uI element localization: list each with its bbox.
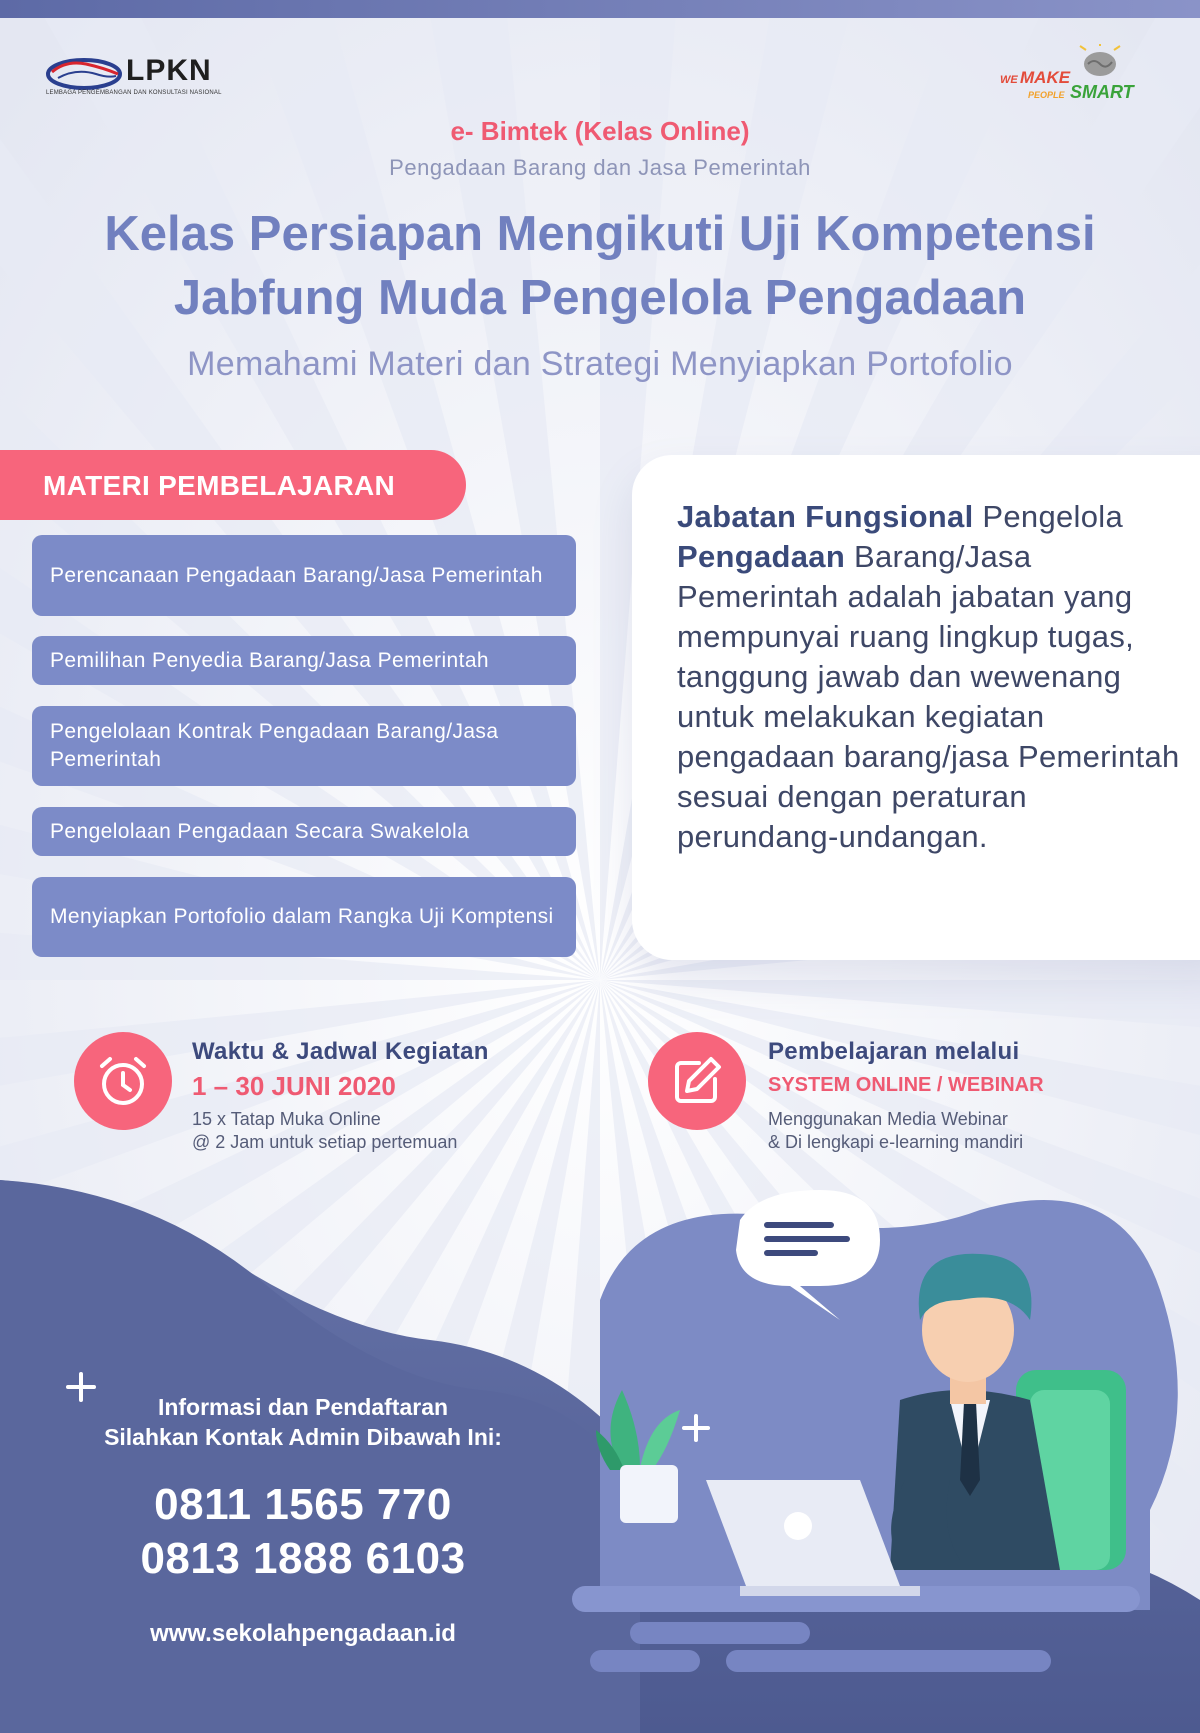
globe-icon: [46, 52, 124, 92]
contact-line-2: Silahkan Kontak Admin Dibawah Ini:: [104, 1424, 502, 1450]
wms-make-text: MAKE: [1020, 68, 1071, 87]
top-bar: [0, 0, 1200, 18]
learning-title: Pembelajaran melalui: [768, 1038, 1020, 1065]
schedule-icon-circle: [74, 1032, 172, 1130]
materi-item-4: Pengelolaan Pengadaan Secara Swakelola: [32, 807, 576, 856]
materi-heading: MATERI PEMBELAJARAN: [43, 470, 396, 501]
lpkn-logo: [46, 52, 222, 104]
edit-icon: [669, 1053, 725, 1109]
materi-heading-tab: [0, 450, 466, 520]
contact-info: [68, 1392, 538, 1452]
description-bold-1: Jabatan Fungsional: [677, 499, 974, 534]
wms-we-text: WE: [1000, 74, 1018, 86]
learning-line-2: & Di lengkapi e-learning mandiri: [768, 1132, 1024, 1152]
schedule-date: 1 – 30 JUNI 2020: [192, 1071, 396, 1101]
lpkn-logo-text: LPKN: [126, 54, 212, 87]
description-text: [677, 497, 1187, 857]
page-title: [0, 202, 1200, 330]
materi-item-2: Pemilihan Penyedia Barang/Jasa Pemerintah: [32, 636, 576, 685]
lpkn-logo-subtitle: LEMBAGA PENGEMBANGAN DAN KONSULTASI NASIONAL: [46, 90, 222, 96]
desk-line-3: [726, 1650, 1051, 1672]
alarm-clock-icon: [94, 1052, 152, 1110]
wms-people-text: PEOPLE: [1028, 90, 1065, 100]
description-text-2: Barang/Jasa Pemerintah adalah jabatan yang mempunyai ruang lingkup tugas, tanggung jawab dan wewenang untuk melakukan kegiatan pengadaan barang/jasa Pemerintah sesuai dengan peraturan perundang-undangan.: [677, 539, 1180, 854]
materi-item-1: Perencanaan Pengadaan Barang/Jasa Pemerintah: [32, 535, 576, 616]
description-card: [632, 455, 1200, 960]
page-title-line2: Jabfung Muda Pengelola Pengadaan: [173, 271, 1027, 325]
description-bold-2: Pengadaan: [677, 539, 846, 574]
ebimtek-label: e- Bimtek (Kelas Online): [450, 116, 750, 146]
learning-icon-circle: [648, 1032, 746, 1130]
materi-item-3: Pengelolaan Kontrak Pengadaan Barang/Jasa Pemerintah: [32, 706, 576, 786]
phone-number-2[interactable]: 0813 1888 6103: [140, 1534, 466, 1583]
desk-line-2: [590, 1650, 700, 1672]
phone-numbers: [68, 1478, 538, 1586]
category-label: Pengadaan Barang dan Jasa Pemerintah: [389, 155, 811, 180]
page-subtitle: Memahami Materi dan Strategi Menyiapkan Portofolio: [187, 345, 1013, 383]
desk-line-1: [630, 1622, 810, 1644]
description-text-1: Pengelola: [973, 499, 1124, 534]
website-link[interactable]: www.sekolahpengadaan.id: [150, 1620, 456, 1647]
materi-item-5: Menyiapkan Portofolio dalam Rangka Uji Komptensi: [32, 877, 576, 957]
schedule-line-2: @ 2 Jam untuk setiap pertemuan: [192, 1132, 458, 1152]
page-title-line1: Kelas Persiapan Mengikuti Uji Kompetensi: [104, 207, 1096, 261]
wms-smart-text: SMART: [1070, 82, 1134, 102]
phone-number-1[interactable]: 0811 1565 770: [154, 1480, 452, 1529]
schedule-title: Waktu & Jadwal Kegiatan: [192, 1038, 489, 1065]
learning-system: SYSTEM ONLINE / WEBINAR: [768, 1074, 1044, 1096]
we-make-people-smart-logo: [1000, 48, 1140, 104]
brain-icon: [1076, 44, 1124, 84]
learning-line-1: Menggunakan Media Webinar: [768, 1109, 1008, 1129]
schedule-line-1: 15 x Tatap Muka Online: [192, 1109, 381, 1129]
contact-line-1: Informasi dan Pendaftaran: [157, 1394, 449, 1420]
